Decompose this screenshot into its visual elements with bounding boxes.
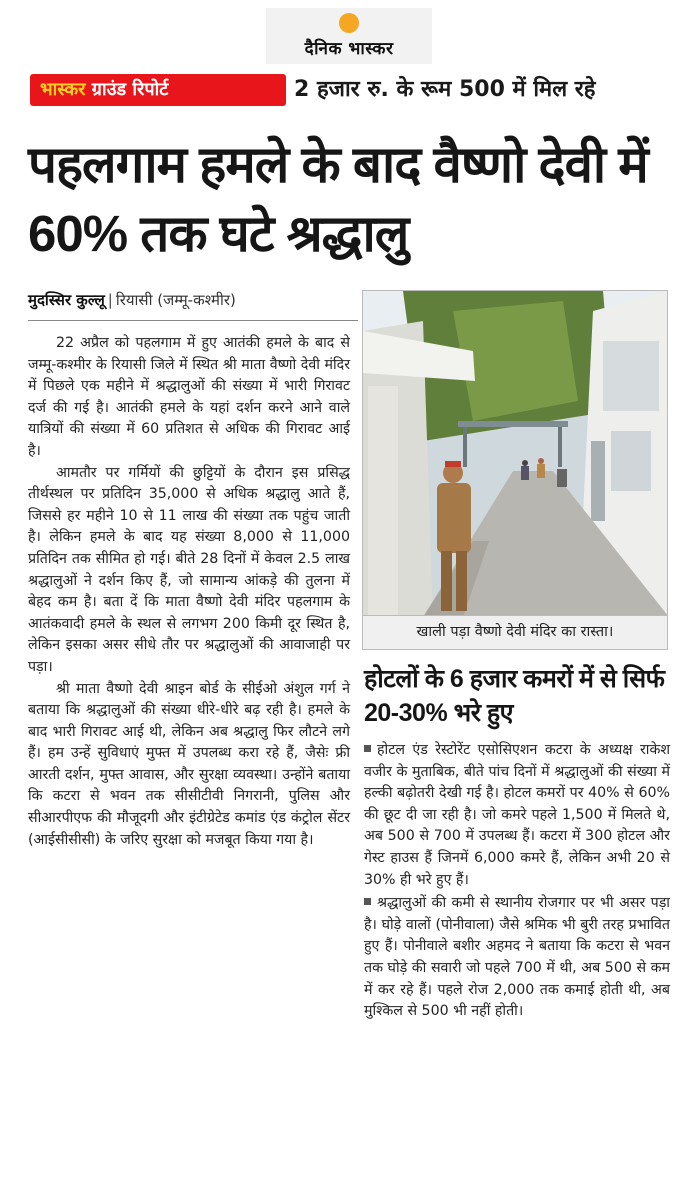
badge-part2: ग्राउंड रिपोर्ट <box>91 79 169 100</box>
article-body <box>28 333 350 851</box>
byline <box>28 290 358 312</box>
body-paragraph: श्री माता वैष्णो देवी श्राइन बोर्ड के सीईओ अंशुल गर्ग ने बताया कि श्रद्धालुओं की संख्या धीरे-धीरे बढ़ रही है। हमले के बाद भारी गिरावट आई थी, लेकिन अब श्रद्धालु फिर लौटने लगे हैं। हम उन्हें सुविधाएं मुफ्त में उपलब्ध करा रहे हैं, जैसेः फ्री आरती दर्शन, मुफ्त आवास, और सुरक्षा व्यवस्था। उन्होंने बताया कि कटरा से भवन तक सीसीटीवी निगरानी, पुलिस और सीआरपीएफ की मौजूदगी और इंटीग्रेटेड कमांड एंड कंट्रोल सेंटर (आईसीसीसी) के जरिए सुरक्षा को मजबूत किया गया है। <box>28 680 350 848</box>
square-bullet-icon <box>364 745 371 752</box>
square-bullet-icon <box>364 898 371 905</box>
masthead-brand: दैनिक भास्कर <box>304 39 394 59</box>
byline-author: मुदस्सिर कुल्लू <box>28 291 105 309</box>
newspaper-masthead <box>266 8 432 64</box>
photo-caption: खाली पड़ा वैष्णो देवी मंदिर का रास्ता। <box>362 616 668 650</box>
byline-divider <box>28 320 358 321</box>
bullet-text: श्रद्धालुओं की कमी से स्थानीय रोजगार पर भी असर पड़ा है। घोड़े वालों (पोनीवाला) जैसे श्रमिक भी बुरी तरह प्रभावित हुए हैं। पोनीवाले बशीर अहमद ने बताया कि कटरा से भवन तक घोड़े की सवारी जो पहले 700 में थी, अब 500 से कम में कर रहे हैं। पहले रोज 2,000 तक कमाई होती थी, अब मुश्किल से 500 भी नहीं होती। <box>364 895 670 1020</box>
badge-part1: भास्कर <box>40 79 86 100</box>
kicker-row <box>30 70 680 110</box>
byline-separator: | <box>107 291 113 309</box>
sidebar-story <box>364 740 670 1025</box>
bullet-text: होटल एंड रेस्टोरेंट एसोसिएशन कटरा के अध्यक्ष राकेश वजीर के मुताबिक, बीते पांच दिनों में श्रद्धालुओं की संख्या में हल्की बढ़ोतरी देखी गई है। होटल कमरों पर 40% से 60% की छूट दी जा रही है। जो कमरे पहले 1,500 में मिलते थे, अब 500 से 700 में उपलब्ध हैं। कटरा में 300 होटल और गेस्ट हाउस हैं जिनमें 6,000 कमरे हैं, लेकिन अभी 20 से 30% ही भरे हुए हैं। <box>364 742 670 888</box>
byline-location: रियासी (जम्मू-कश्मीर) <box>115 291 236 309</box>
kicker-text: 2 हजार रु. के रूम 500 में मिल रहे <box>294 77 596 102</box>
body-paragraph: 22 अप्रैल को पहलगाम में हुए आतंकी हमले के बाद से जम्मू-कश्मीर के रियासी जिले में स्थित श्री माता वैष्णो देवी मंदिर में पिछले एक महीने में श्रद्धालुओं की संख्या में भारी गिरावट दर्ज की गई है। आतंकी हमले के यहां दर्शन करने आने वाले यात्रियों की संख्या में 60 प्रतिशत से अधिक की गिरावट आई है। <box>28 335 350 459</box>
bullet-item <box>364 893 670 1023</box>
subheadline: होटलों के 6 हजार कमरों में से सिर्फ 20-30% भरे हुए <box>364 665 665 727</box>
bullet-item <box>364 740 670 891</box>
body-paragraph: आमतौर पर गर्मियों की छुट्टियों के दौरान इस प्रसिद्ध तीर्थस्थल पर प्रतिदिन 35,000 से अधिक श्रद्धालु आते हैं, जिससे हर महीने 10 से 11 लाख की संख्या तक पहुंच जाती है। लेकिन हमले के बाद यह संख्या 8,000 से 11,000 प्रतिदिन तक सीमित हो गई। बीते 28 दिनों में केवल 2.5 लाख श्रद्धालुओं ने दर्शन किए हैं, जो सामान्य आंकड़े की तुलना में बेहद कम है। बता दें कि माता वैष्णो देवी मंदिर पहलगाम के आतंकवादी हमले के स्थल से लगभग 200 किमी दूर स्थित है, लेकिन इसका असर सीधे तौर पर श्रद्धालुओं की आवाजाही पर पड़ा। <box>28 464 350 675</box>
sun-logo-icon <box>339 13 359 33</box>
article-photo <box>362 290 668 616</box>
ground-report-badge <box>30 74 286 106</box>
headline: पहलगाम हमले के बाद वैष्णो देवी में 60% तक घटे श्रद्धालु <box>28 136 648 262</box>
